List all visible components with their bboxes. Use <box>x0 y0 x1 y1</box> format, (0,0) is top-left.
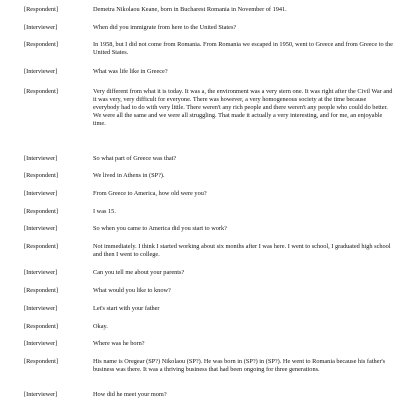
speaker-label: [Respondent] <box>24 358 58 365</box>
utterance-text: Demetra Nikolaou Keane, born in Bucharest Romania in November of 1941. <box>93 6 287 13</box>
speaker-label: [Interviewer] <box>24 269 58 276</box>
utterance-text: What would you like to know? <box>93 287 171 294</box>
speaker-label: [Interviewer] <box>24 340 58 347</box>
utterance-text: So what part of Greece was that? <box>93 155 177 162</box>
utterance-text: Very different from what it is today. It was a, the environment was a very stern one. It was right after the Civil War and it was very, very difficult for everyone. There was however, a very homogeneous society at the time because everybody had to do with very little. There weren't any rich people and there weren't any people who could do better. We were all the same and we were all struggling. That made it actually a very interesting, and for me, an enjoyable time. <box>93 88 393 127</box>
speaker-label: [Interviewer] <box>24 24 58 31</box>
speaker-label: [Respondent] <box>24 287 58 294</box>
utterance-text: We lived in Athens in (SP?). <box>93 172 165 179</box>
speaker-label: [Interviewer] <box>24 190 58 197</box>
utterance-text: His name is Oregear (SP?) Nikolaou (SP?). He was born in (SP?) in (SP?). He went to Romania because his father's business was there. It was a thriving business that had been ongoing for three generations. <box>93 358 386 373</box>
speaker-label: [Interviewer] <box>24 305 58 312</box>
speaker-label: [Interviewer] <box>24 155 58 162</box>
speaker-label: [Interviewer] <box>24 391 58 398</box>
utterance-text: Not immediately. I think I started working about six months after I was here. I went to school, I graduated high school and then I went to college. <box>93 243 391 258</box>
speaker-label: [Interviewer] <box>24 225 58 232</box>
speaker-label: [Respondent] <box>24 6 58 13</box>
utterance-text: I was 15. <box>93 208 116 215</box>
speaker-label: [Respondent] <box>24 208 58 215</box>
utterance-text: Can you tell me about your parents? <box>93 269 185 276</box>
utterance-text: How did he meet your mom? <box>93 391 167 398</box>
speaker-label: [Respondent] <box>24 41 58 48</box>
utterance-text: Where was he born? <box>93 340 145 347</box>
utterance-text: Let's start with your father <box>93 305 160 312</box>
speaker-label: [Respondent] <box>24 172 58 179</box>
speaker-label: [Interviewer] <box>24 68 58 75</box>
utterance-text: Okay. <box>93 323 108 330</box>
speaker-label: [Respondent] <box>24 323 58 330</box>
speaker-label: [Respondent] <box>24 88 58 95</box>
utterance-text: What was life like in Greece? <box>93 68 168 75</box>
utterance-text: From Greece to America, how old were you? <box>93 190 207 197</box>
utterance-text: So when you came to America did you start to work? <box>93 225 227 232</box>
utterance-text: When did you immigrate from here to the United States? <box>93 24 237 31</box>
utterance-text: In 1958, but I did not come from Romania. From Romania we escaped in 1950, went to Greece and from Greece to the United States. <box>93 41 393 56</box>
speaker-label: [Respondent] <box>24 243 58 250</box>
